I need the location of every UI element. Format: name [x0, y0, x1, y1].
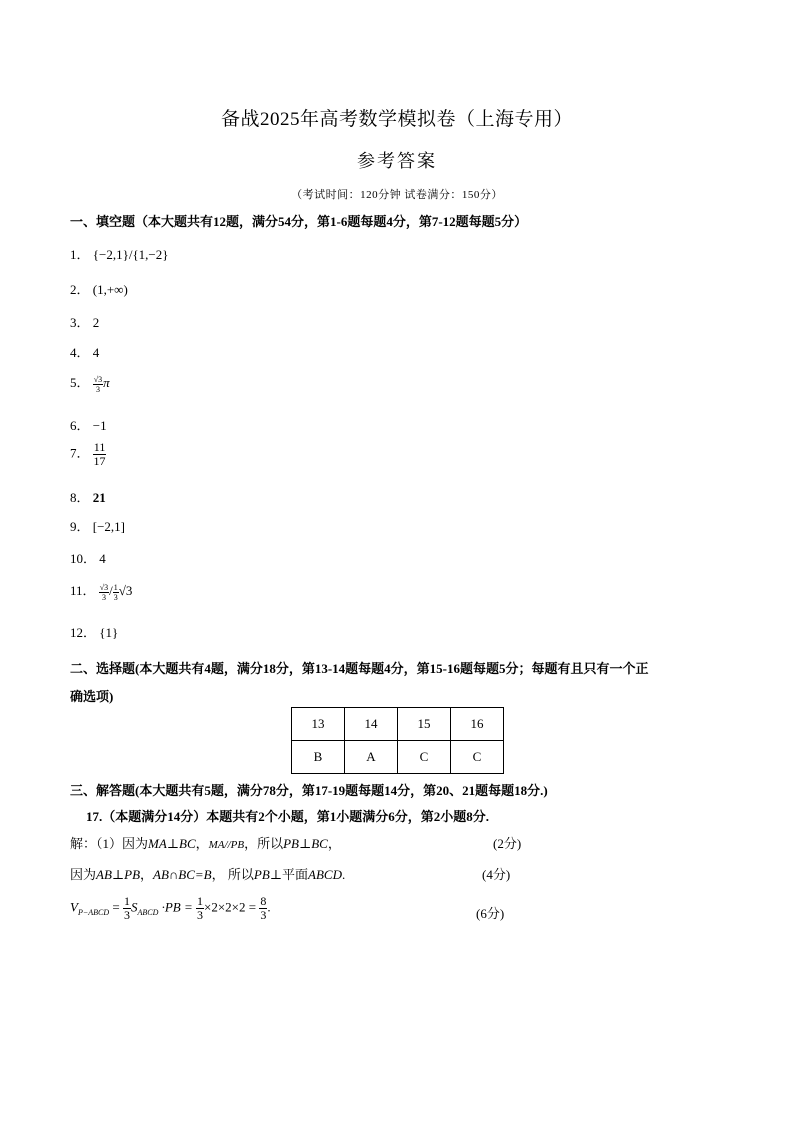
- fraction-numerator: 1: [123, 894, 130, 908]
- answer-5: [70, 372, 110, 394]
- fraction-numerator: √3: [99, 582, 109, 592]
- table-header-cell: 13: [292, 708, 345, 741]
- answer-number: 4．: [70, 345, 90, 360]
- score-marker: (6分): [476, 906, 505, 921]
- fraction-numerator: 1: [197, 894, 204, 908]
- answer-7: [70, 441, 106, 468]
- solution-line-2: [70, 864, 345, 883]
- math-expression: S: [130, 899, 138, 915]
- table-cell: C: [398, 741, 451, 774]
- solution-line-3: [70, 895, 271, 922]
- fraction-denominator: 3: [113, 592, 118, 602]
- answer-value: −1: [92, 418, 107, 433]
- solution-line-1: [70, 833, 341, 852]
- answer-number: 1．: [70, 247, 90, 262]
- math-expression: AB⊥PB: [96, 867, 141, 882]
- page-subtitle: 参考答案: [357, 151, 437, 171]
- answer-separator: /: [109, 583, 113, 598]
- table-header-row: [292, 708, 504, 741]
- page-title: 备战2025年高考数学模拟卷（上海专用）: [220, 109, 573, 130]
- math-expression: PB: [253, 867, 270, 882]
- solution-text: ，: [327, 836, 341, 851]
- section-3-heading: 三、解答题(本大题共有5题，满分78分，第17-19题每题14分，第20、21题每题18分.): [70, 783, 548, 798]
- math-subscript: ABCD: [137, 908, 159, 918]
- math-expression: PB⊥BC: [283, 836, 328, 851]
- solution-text: ，所以: [244, 836, 284, 851]
- solution-text: 因为: [70, 867, 97, 882]
- answer-value: (1,+∞): [92, 282, 128, 297]
- table-header-cell: 15: [398, 708, 451, 741]
- solution-text: ， 所以: [211, 867, 254, 882]
- answer-value: {1}: [99, 625, 119, 640]
- answer-value: 4: [99, 551, 106, 566]
- table-header-cell: 16: [451, 708, 504, 741]
- answer-fraction: [93, 375, 103, 394]
- choice-answer-table: [291, 707, 504, 774]
- score-marker: (2分): [493, 836, 522, 851]
- fraction: [196, 895, 204, 922]
- fraction-denominator: 17: [93, 454, 106, 468]
- answer-number: 2．: [70, 282, 90, 297]
- exam-info: （考试时间：120分钟 试卷满分：150分）: [291, 189, 503, 201]
- answer-8: [70, 487, 106, 506]
- math-expression: V: [70, 899, 78, 915]
- answer-9: [70, 516, 125, 535]
- answer-4: [70, 342, 99, 361]
- answer-number: 3．: [70, 315, 90, 330]
- section-2-heading-line2: 确选项): [70, 689, 114, 704]
- math-expression: MA⊥BC: [148, 836, 196, 851]
- answer-value: [−2,1]: [92, 519, 126, 534]
- solution-text: ⊥平面: [269, 867, 309, 882]
- answer-fraction-a: [99, 583, 109, 602]
- math-expression: ×2×2×2 =: [204, 899, 257, 915]
- score-marker: (4分): [482, 867, 511, 882]
- section-2-heading-line1: 二、选择题(本大题共有4题，满分18分，第13-14题每题4分，第15-16题每题5分；每题有且只有一个正: [70, 661, 649, 676]
- answer-1: [70, 244, 169, 263]
- math-expression: ABCD: [308, 867, 342, 882]
- solution-text: .: [341, 867, 346, 882]
- math-expression: ·PB =: [161, 899, 193, 915]
- answer-11: [70, 580, 132, 602]
- answer-2: [70, 279, 128, 298]
- answer-suffix: π: [103, 375, 110, 390]
- math-operator: =: [112, 899, 120, 915]
- fraction-denominator: 3: [101, 592, 106, 602]
- answer-12: [70, 622, 118, 641]
- answer-value: 2: [92, 315, 100, 330]
- answer-6: [70, 415, 107, 434]
- math-subscript: P−ABCD: [77, 908, 110, 918]
- answer-number: 9．: [70, 519, 90, 534]
- answer-number: 8．: [70, 490, 90, 505]
- answer-number: 12．: [70, 625, 97, 640]
- answer-tail: √3: [118, 583, 133, 598]
- table-cell: C: [451, 741, 504, 774]
- answer-10: [70, 548, 106, 567]
- answer-value: {−2,1}/{1,−2}: [92, 247, 169, 262]
- math-expression: MA//PB: [208, 839, 245, 851]
- fraction-numerator: 8: [260, 894, 267, 908]
- question-17-intro: 17.（本题满分14分）本题共有2个小题，第1小题满分6分，第2小题8分.: [86, 809, 490, 824]
- answer-number: 5．: [70, 375, 90, 390]
- solution-text: 解：（1）因为: [70, 836, 149, 851]
- table-row: [292, 741, 504, 774]
- table-header-cell: 14: [345, 708, 398, 741]
- answer-number: 11．: [70, 583, 96, 598]
- table-cell: A: [345, 741, 398, 774]
- answer-number: 6．: [70, 418, 90, 433]
- fraction-denominator: 3: [260, 908, 267, 922]
- fraction: [123, 895, 131, 922]
- answer-number: 7．: [70, 445, 90, 461]
- section-1-heading: 一、填空题（本大题共有12题，满分54分，第1-6题每题4分，第7-12题每题5分）: [70, 214, 528, 229]
- math-expression: AB∩BC=B: [153, 867, 212, 882]
- answer-value: 21: [92, 490, 106, 505]
- fraction-numerator: 11: [93, 440, 106, 454]
- solution-text: ，: [140, 867, 154, 882]
- answer-number: 10．: [70, 551, 97, 566]
- answer-3: [70, 312, 99, 331]
- fraction-denominator: 3: [123, 908, 130, 922]
- answer-value: 4: [92, 345, 100, 360]
- fraction-numerator: √3: [93, 374, 103, 384]
- fraction-numerator: 1: [113, 582, 118, 592]
- answer-fraction: [93, 441, 107, 468]
- solution-text: ，: [195, 836, 209, 851]
- fraction-denominator: 3: [197, 908, 204, 922]
- math-expression: .: [267, 899, 271, 915]
- fraction-denominator: 3: [95, 384, 100, 394]
- table-cell: B: [292, 741, 345, 774]
